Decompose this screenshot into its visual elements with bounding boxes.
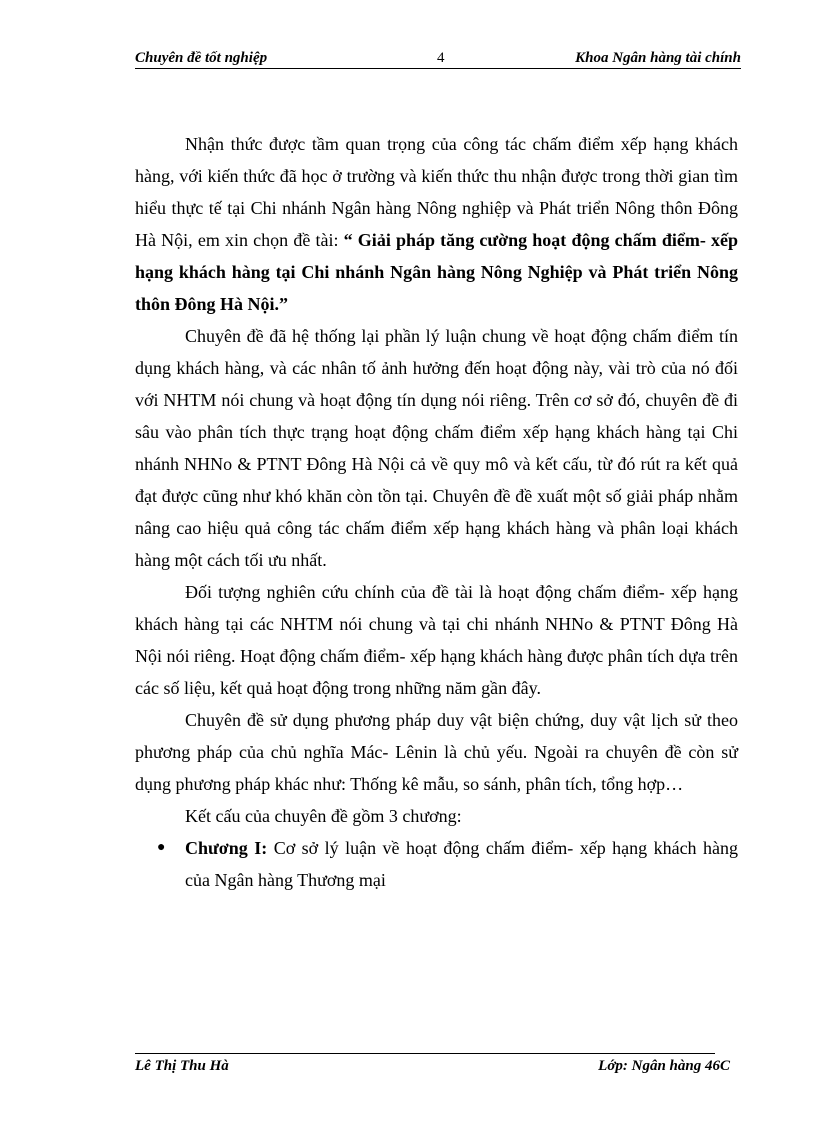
footer-author: Lê Thị Thu Hà (135, 1058, 229, 1074)
bullet-icon: ● (157, 840, 166, 855)
paragraph-4: Chuyên đề sử dụng phương pháp duy vật biện chứng, duy vật lịch sử theo phương pháp của chủ nghĩa Mác- Lênin là chủ yếu. Ngoài ra chuyên đề còn sử dụng phương pháp khác như: Thống kê mẫu, so sánh, phân tích, tổng hợp… (135, 710, 738, 794)
document-body (135, 128, 738, 896)
paragraph-1 (135, 128, 738, 320)
paragraph-1-text: Nhận thức được tầm quan trọng của công tác chấm điểm xếp hạng khách hàng, với kiến thức đã học ở trường và kiến thức thu nhận được trong thời gian tìm hiểu thực tế tại Chi nhánh Ngân hàng Nông nghiệp và Phát triển Nông thôn Đông Hà Nội, em xin chọn đề tài: (135, 134, 738, 250)
footer-class: Lớp: Ngân hàng 46C (598, 1058, 730, 1074)
paragraph-3: Đối tượng nghiên cứu chính của đề tài là hoạt động chấm điểm- xếp hạng khách hàng tại các NHTM nói chung và tại chi nhánh NHNo & PTNT Đông Hà Nội nói riêng. Hoạt động chấm điểm- xếp hạng khách hàng được phân tích dựa trên các số liệu, kết quả hoạt động trong những năm gần đây. (135, 582, 738, 698)
thesis-title: “ Giải pháp tăng cường hoạt động chấm điểm- xếp hạng khách hàng tại Chi nhánh Ngân hàng Nông Nghiệp và Phát triển Nông thôn Đông Hà Nội.” (135, 230, 738, 314)
chapter-text: Cơ sở lý luận về hoạt động chấm điểm- xếp hạng khách hàng của Ngân hàng Thương mại (185, 838, 738, 890)
header-left: Chuyên đề tốt nghiệp (135, 50, 268, 66)
chapter-label: Chương I: (185, 838, 268, 858)
page-header (135, 48, 741, 69)
footer-divider (135, 1053, 715, 1054)
page-footer (135, 1058, 730, 1078)
paragraph-5: Kết cấu của chuyên đề gồm 3 chương: (185, 806, 462, 826)
header-right: Khoa Ngân hàng tài chính (575, 50, 741, 66)
chapter-list-item (135, 832, 738, 896)
page-number: 4 (437, 50, 445, 66)
paragraph-2: Chuyên đề đã hệ thống lại phần lý luận chung về hoạt động chấm điểm tín dụng khách hàng, và các nhân tố ảnh hưởng đến hoạt động này, vài trò của nó đối với NHTM nói chung và hoạt động tín dụng nói riêng. Trên cơ sở đó, chuyên đề đi sâu vào phân tích thực trạng hoạt động chấm điểm xếp hạng khách hàng tại Chi nhánh NHNo & PTNT Đông Hà Nội cả về quy mô và kết cấu, từ đó rút ra kết quả đạt được cũng như khó khăn còn tồn tại. Chuyên đề đề xuất một số giải pháp nhằm nâng cao hiệu quả công tác chấm điểm xếp hạng khách hàng và phân loại khách hàng một cách tối ưu nhất. (135, 326, 738, 570)
